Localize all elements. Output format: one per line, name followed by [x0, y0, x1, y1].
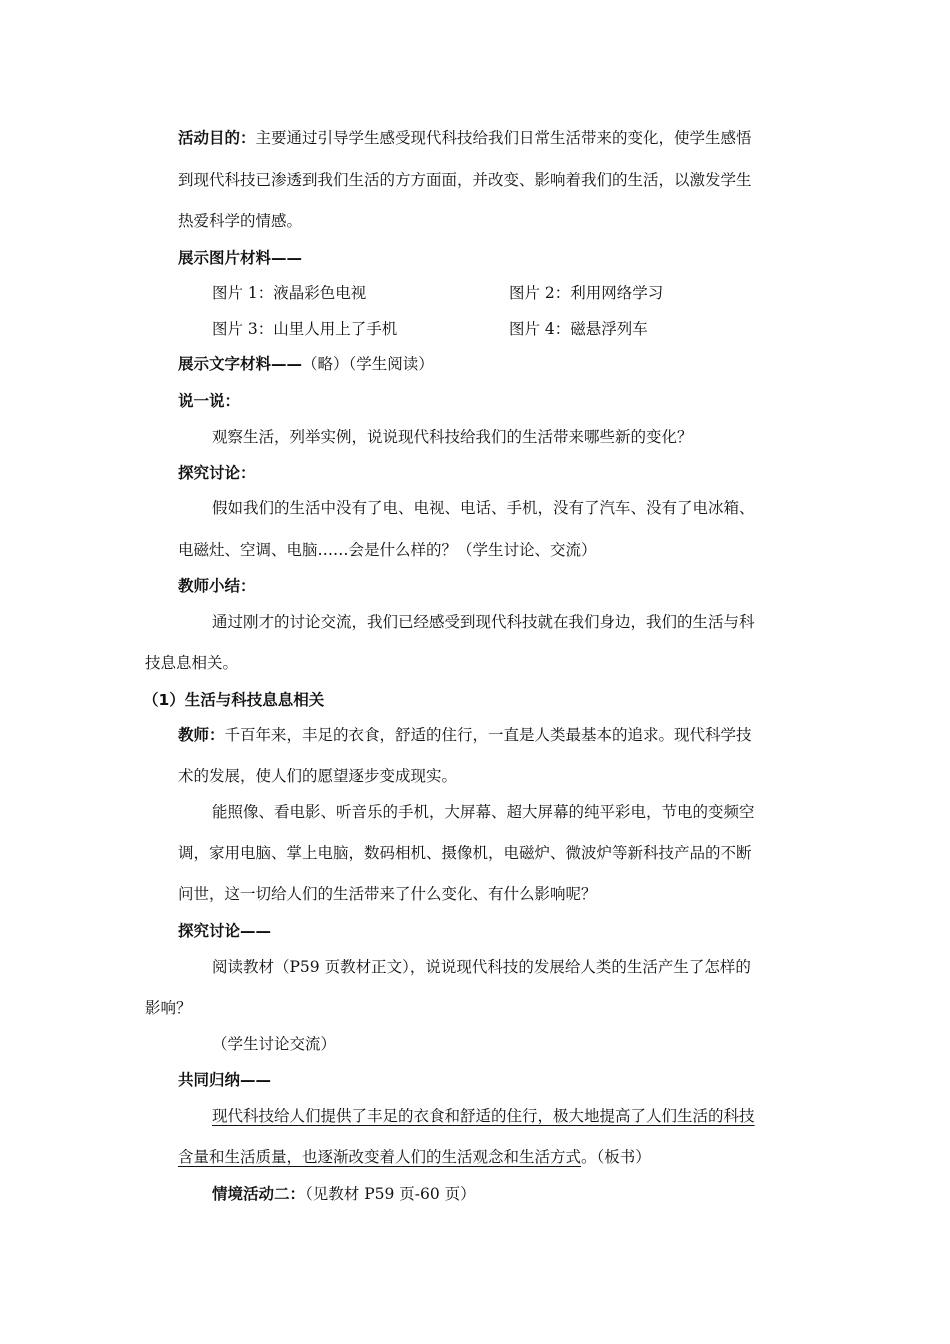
discuss1-heading: 探究讨论：: [178, 464, 256, 482]
text-material-line: [178, 354, 434, 374]
purpose-line-2: 到现代科技已渗透到我们生活的方方面面，并改变、影响着我们的生活，以激发学生: [178, 171, 752, 189]
say-heading: 说一说：: [178, 392, 241, 410]
pictures-heading: 展示图片材料——: [178, 249, 303, 267]
teacher-line-4: 调，家用电脑、掌上电脑，数码相机、摄像机，电磁炉、微波炉等新科技产品的不断: [178, 844, 752, 862]
picture-3: 图片 3：山里人用上了手机: [212, 320, 398, 338]
section1-title: （1）生活与科技息息相关: [143, 691, 325, 709]
picture-4: 图片 4：磁悬浮列车: [509, 320, 648, 338]
conclusion-line-2: [178, 1147, 651, 1167]
discuss2-line-2: 影响？: [145, 999, 192, 1017]
discuss1-line-1: 假如我们的生活中没有了电、电视、电话、手机，没有了汽车、没有了电冰箱、: [212, 499, 755, 517]
purpose-text-1: 主要通过引导学生感受现代科技给我们日常生活带来的变化，使学生感悟: [255, 129, 752, 147]
conclusion-text-2: 含量和生活质量，也逐渐改变着人们的生活观念和生活方式: [178, 1148, 582, 1166]
activity2-ref: （见教材 P59 页-60 页）: [305, 1185, 476, 1203]
text-material-heading: 展示文字材料——: [178, 355, 303, 373]
teacher-label: 教师：: [178, 726, 225, 744]
teacher-line-2: 术的发展，使人们的愿望逐步变成现实。: [178, 767, 458, 785]
discuss1-line-2: 电磁灶、空调、电脑……会是什么样的？（学生讨论、交流）: [178, 541, 597, 559]
purpose-label: 活动目的：: [178, 129, 256, 147]
teacher-line-3: 能照像、看电影、听音乐的手机，大屏幕、超大屏幕的纯平彩电，节电的变频空: [212, 803, 755, 821]
summary-heading: 教师小结：: [178, 577, 256, 595]
conclusion-heading: 共同归纳——: [178, 1071, 272, 1089]
discuss2-heading: 探究讨论——: [178, 922, 272, 940]
teacher-text-1: 千百年来，丰足的衣食，舒适的住行，一直是人类最基本的追求。现代科学技: [224, 726, 752, 744]
purpose-line-1: [178, 128, 752, 148]
activity2-line: [212, 1184, 476, 1204]
teacher-line-5: 问世，这一切给人们的生活带来了什么变化、有什么影响呢？: [178, 885, 597, 903]
conclusion-line-1: 现代科技给人们提供了丰足的衣食和舒适的住行，极大地提高了人们生活的科技: [212, 1107, 755, 1125]
summary-line-1: 通过刚才的讨论交流，我们已经感受到现代科技就在我们身边，我们的生活与科: [212, 613, 755, 631]
discuss2-line-3: （学生讨论交流）: [212, 1035, 337, 1053]
picture-2: 图片 2：利用网络学习: [509, 284, 664, 302]
discuss2-line-1: 阅读教材（P59 页教材正文），说说现代科技的发展给人类的生活产生了怎样的: [212, 958, 751, 976]
picture-1: 图片 1：液晶彩色电视: [212, 284, 367, 302]
activity2-label: 情境活动二：: [212, 1185, 306, 1203]
text-material-note: （略）（学生阅读）: [302, 355, 434, 373]
conclusion-tail: 。（板书）: [581, 1148, 651, 1166]
purpose-line-3: 热爱科学的情感。: [178, 212, 303, 230]
teacher-line-1: [178, 725, 752, 745]
summary-line-2: 技息息相关。: [145, 654, 239, 672]
say-body: 观察生活，列举实例，说说现代科技给我们的生活带来哪些新的变化？: [212, 428, 693, 446]
